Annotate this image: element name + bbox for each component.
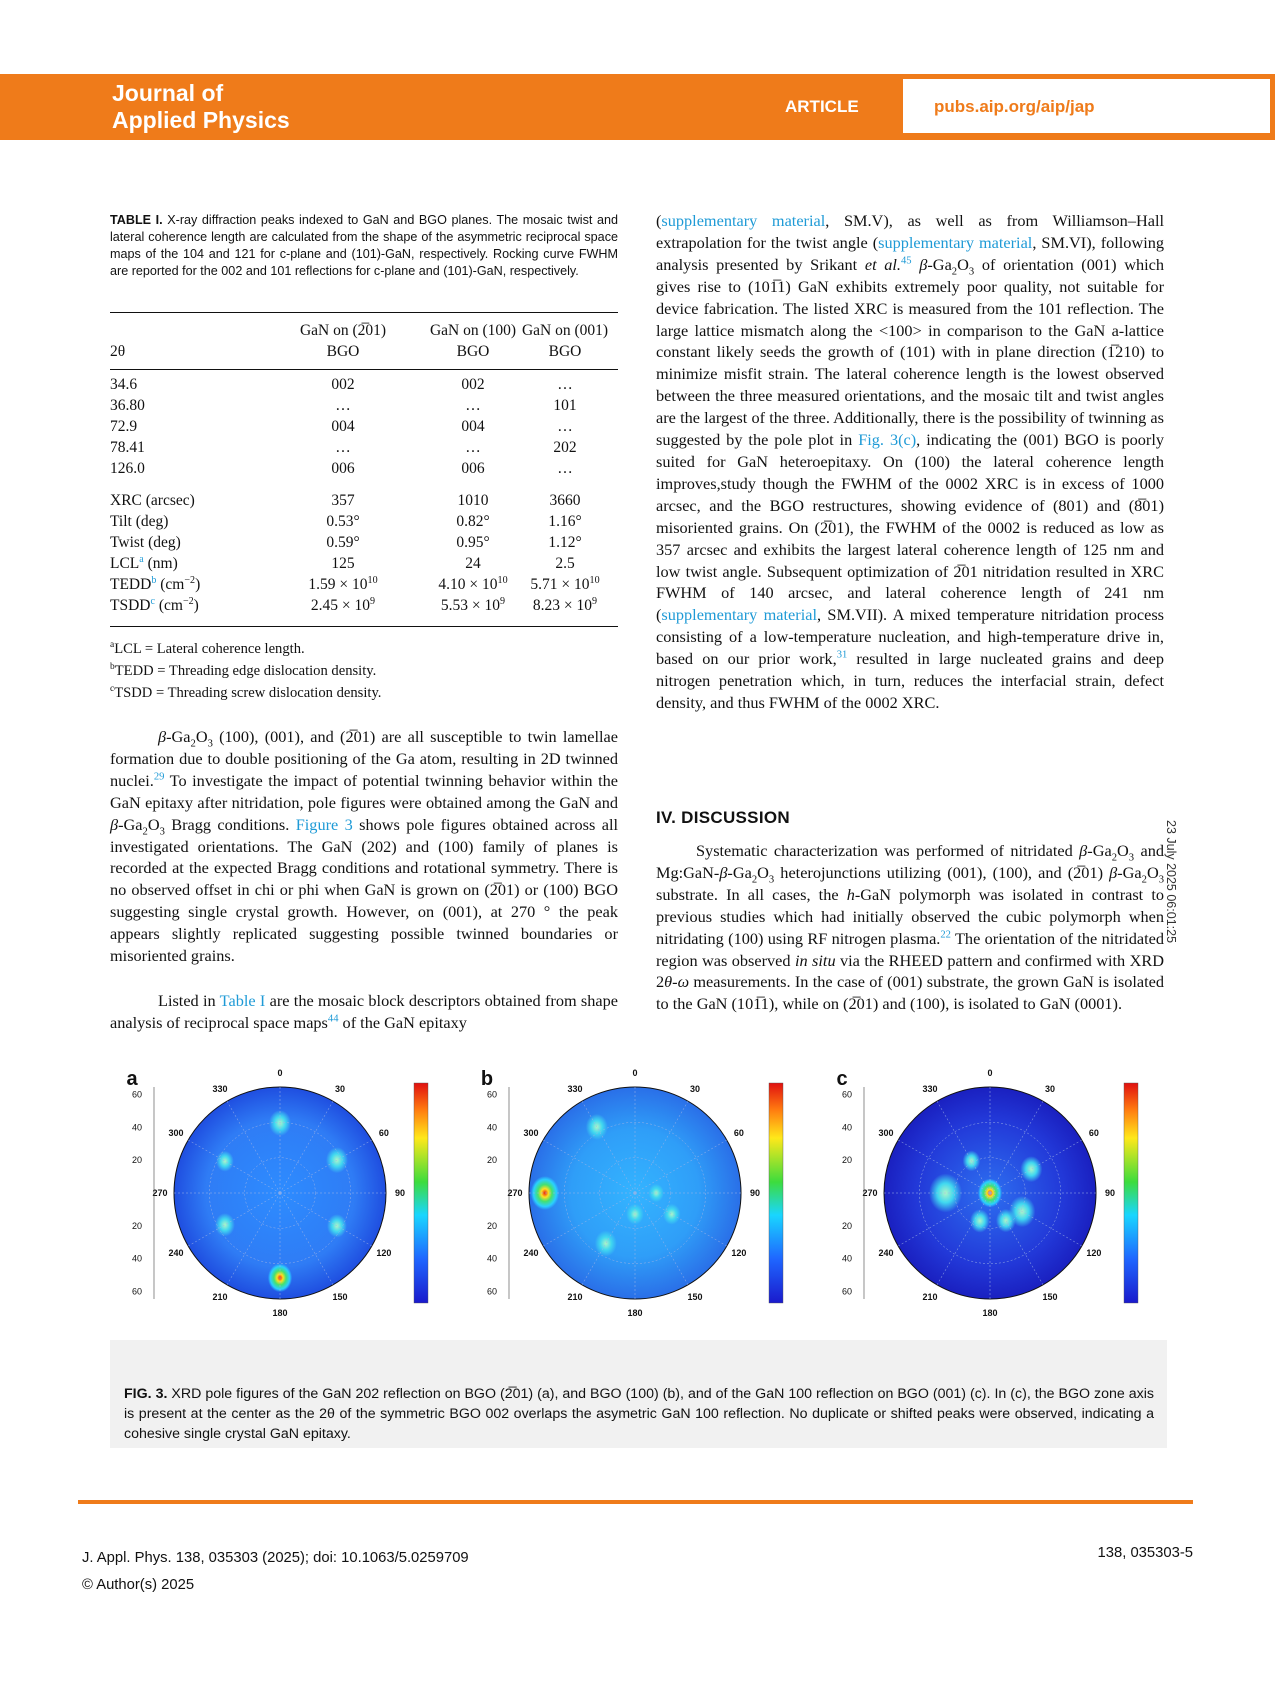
table-bottom-rule <box>110 626 618 627</box>
intensity-peak <box>996 1209 1016 1232</box>
table-top-rule <box>110 312 618 313</box>
table-property-rows <box>110 490 618 616</box>
table-cell: 0.59° <box>326 534 360 551</box>
table-label: TABLE I. <box>110 213 163 227</box>
angle-label: 120 <box>731 1248 747 1258</box>
table-cell: 002 <box>461 376 485 393</box>
table-cell: 004 <box>461 418 485 435</box>
table-cell: 1010 <box>457 492 489 509</box>
angle-label: 60 <box>1088 1128 1099 1138</box>
panel-letter: c <box>836 1068 848 1090</box>
table-cell: $2.45 \times 10^9$ <box>310 595 376 614</box>
row-label: 78.41 <box>110 439 145 456</box>
intensity-peak <box>215 1213 235 1236</box>
journal-title-line2: Applied Physics <box>112 107 290 133</box>
radial-tick-label: 40 <box>841 1122 852 1133</box>
intensity-peak <box>663 1204 681 1225</box>
col3-head-l1: GaN on (001) <box>521 322 609 339</box>
radial-tick-label: 40 <box>486 1253 497 1264</box>
angle-label: 270 <box>862 1188 878 1198</box>
table-cell: 1.16° <box>548 513 582 530</box>
row-label: 72.9 <box>110 418 138 435</box>
col3-head-l2: BGO <box>548 343 582 360</box>
pole-figure-panel <box>126 1068 428 1318</box>
table-cell: 202 <box>553 439 577 456</box>
angle-label: 180 <box>272 1308 288 1318</box>
table-cell: … <box>557 418 573 435</box>
col2-head-l2: BGO <box>456 343 490 360</box>
angle-label: 300 <box>168 1128 184 1138</box>
angle-label: 240 <box>523 1248 539 1258</box>
radial-tick-label: 20 <box>486 1220 497 1231</box>
footer-rule <box>78 1500 1193 1504</box>
angle-label: 180 <box>627 1308 643 1318</box>
radial-tick-label: 20 <box>131 1220 142 1231</box>
table-header <box>110 320 618 362</box>
table-cell: 002 <box>331 376 355 393</box>
table-cell: 0.53° <box>326 513 360 530</box>
radial-tick-label: 60 <box>841 1089 852 1100</box>
supp-link-3[interactable]: supplementary material <box>661 605 817 625</box>
radial-tick-label: 40 <box>841 1253 852 1264</box>
pole-figures <box>110 1068 1170 1338</box>
figure3-link[interactable]: Figure 3 <box>295 814 353 834</box>
radial-tick-label: 60 <box>486 1286 497 1297</box>
table-peak-rows <box>110 374 618 479</box>
radial-tick-label: 20 <box>841 1155 852 1166</box>
intensity-peak <box>216 1151 234 1172</box>
radial-tick-label: 60 <box>131 1089 142 1100</box>
angle-label: 90 <box>1104 1188 1116 1198</box>
radial-tick-label: 40 <box>131 1253 142 1264</box>
right-paragraph-2: Systematic characterization was performed of nitridated $\beta-Ga_2O_3$ and $Mg:GaN-\beta-Ga_2O_3$ heterojunctions utilizing (001), (100), and (2̅01) $\beta-Ga_2O_3$ substrate. In all cases, the h-GaN polymorph was isolated in contrast to previous studies which had initially observed the cubic polymorph when nitridating (100) using RF nitrogen plasma.$^{22}$ The orientation of the nitridated region was observed in situ via the RHEED pattern and confirmed with XRD 2θ-ω measurements. In the case of (001) substrate, the grown GaN is isolated to the GaN (101̅1), while on (2̅01) and (100), is isolated to GaN (0001). <box>656 841 1165 1014</box>
table-cell: 0.82° <box>456 513 490 530</box>
table-row <box>110 574 618 595</box>
angle-label: 60 <box>733 1128 744 1138</box>
footer-citation-block <box>82 1545 469 1599</box>
supp-link-1[interactable]: supplementary material <box>661 211 826 230</box>
table-cell: 006 <box>331 460 355 477</box>
angle-label: 120 <box>1086 1248 1102 1258</box>
table-row <box>110 553 618 574</box>
table-cell: 1.12° <box>548 534 582 551</box>
radial-tick-label: 40 <box>131 1122 142 1133</box>
table-row <box>110 511 618 532</box>
angle-label: 330 <box>922 1084 938 1095</box>
radial-tick-label: 60 <box>841 1286 852 1297</box>
section-heading-discussion: IV. DISCUSSION <box>656 808 790 827</box>
table-cell: … <box>465 397 481 414</box>
col1-head-l2: BGO <box>326 343 360 360</box>
row-label: TSDD$^c$ $(cm^{-2})$ <box>110 595 199 614</box>
col0-head: 2θ <box>110 343 126 360</box>
table-row <box>110 490 618 511</box>
panel-letter: a <box>126 1068 138 1090</box>
angle-label: 90 <box>749 1188 761 1198</box>
table-cell: … <box>335 397 351 414</box>
angle-label: 330 <box>567 1084 583 1095</box>
table-header-rule <box>110 369 618 370</box>
angle-label: 0 <box>987 1068 993 1078</box>
table-row <box>110 595 618 616</box>
left-paragraph-1: $\beta-Ga_2O_3$ (100), (001), and (2̅01) are all susceptible to twin lamellae formation due to double positioning of the Ga atom, resulting in 2D twinned nuclei.$^{29}$ To investigate the impact of potential twinning behavior within the GaN epitaxy after nitridation, pole figures were obtained among the GaN and $\beta-Ga_2O_3$ Bragg conditions. Figure 3 shows pole figures obtained across all investigated orientations. The GaN (202) and (100) family of planes is recorded at the expected Bragg conditions and rotational symmetry. There is no observed offset in chi or phi when GaN is grown on (2̅01) or (100) BGO suggesting single crystal growth. However, on (001), at 270 ° the peak appears slightly replicated suggesting possible twinned boundaries or misoriented grains. <box>110 727 619 966</box>
angle-label: 150 <box>1042 1291 1058 1302</box>
row-label: 34.6 <box>110 376 138 393</box>
intensity-peak <box>1020 1156 1042 1182</box>
table-cell: 357 <box>331 492 355 509</box>
table-cell: $1.59 \times 10^{10}$ <box>308 574 378 593</box>
footer-page-number: 138, 035303-5 <box>1097 1545 1193 1561</box>
figure-caption-text: XRD pole figures of the GaN 202 reflection on BGO (2̅01) (a), and BGO (100) (b), and of the GaN 100 reflection on BGO (001) (c). In (c), the BGO zone axis is present at the center as the 2θ of the symmetric BGO 002 overlaps the asymetric GaN 100 reflection. No duplicate or shifted peaks were observed, indicating a cohesive single crystal GaN epitaxy. <box>124 1386 1155 1442</box>
angle-label: 300 <box>878 1128 894 1138</box>
angle-label: 240 <box>168 1248 184 1258</box>
colorbar <box>414 1083 428 1303</box>
panel-letter: b <box>480 1068 494 1090</box>
table-row <box>110 532 618 553</box>
article-type-label: ARTICLE <box>785 97 859 116</box>
table-cell: 2.5 <box>555 555 575 572</box>
angle-label: 210 <box>922 1291 938 1302</box>
table-row <box>110 437 618 458</box>
left-paragraph-2: Listed in Table I are the mosaic block descriptors obtained from shape analysis of reciprocal space maps$^{44}$ of the GaN epitaxy <box>110 991 618 1032</box>
angle-label: 180 <box>982 1308 998 1318</box>
angle-label: 240 <box>878 1248 894 1258</box>
journal-url-link[interactable]: pubs.aip.org/aip/jap <box>934 97 1095 116</box>
journal-title-line1: Journal of <box>112 80 224 106</box>
table-cell: $5.53 \times 10^9$ <box>440 595 506 614</box>
table-cell: 0.95° <box>456 534 490 551</box>
table-cell: 24 <box>465 555 481 572</box>
row-label: LCL$^a$ (nm) <box>110 553 178 572</box>
radial-tick-label: 20 <box>131 1155 142 1166</box>
col2-head-l1: GaN on (100) <box>429 322 517 339</box>
table-cell: … <box>557 376 573 393</box>
row-label: TEDD$^b$ $(cm^{-2})$ <box>110 574 201 593</box>
right-paragraph-1: (supplementary material, SM.V), as well as from Williamson–Hall extrapolation for the twist angle (supplementary material, SM.VI), following analysis presented by Srikant et al.$^{45}$ $\beta-Ga_2O_3$ of orientation (001) which gives rise to (101̅1) GaN exhibits extremely poor quality, not suitable for device fabrication. The listed XRC is measured from the 101 reflection. The large lattice mismatch along the <100> in comparison to the GaN a-lattice constant likely seeds the growth of (101) with in plane direction (1̅210) to minimize misfit strain. The lateral coherence length is the lowest observed between the three measured orientations, and the mosaic tilt and twist angles are the largest of the three. Additionally, there is the possibility of twinning as suggested by the pole plot in Fig. 3(c), indicating the (001) BGO is poorly suited for GaN heteroepitaxy. On (100) the lateral coherence length improves,study though the FWHM of the 0002 XRC is in excess of 1000 arcsec, and the BGO restructures, showing evidence of (801) and (8̅01) misoriented grains. On (2̅01), the FWHM of the 0002 is reduced as low as 357 arcsec and exhibits the largest lateral coherence length of 125 nm and low twist angle. Subsequent optimization of 2̅01 nitridation resulted in XRC FWHM of 140 arcsec, and lateral coherence length of 241 nm (supplementary material, SM.VII). A mixed temperature nitridation process consisting of a low-temperature nucleation, and high-temperature drive in, based on our prior work,$^{31}$ resulted in large nucleated grains and deep nitrogen penetration which, in turn, reduces the interfacial strain, defect density, and thus FWHM of the 0002 XRC. <box>656 211 1165 712</box>
journal-title[interactable] <box>112 80 290 134</box>
angle-label: 0 <box>632 1068 638 1078</box>
angle-label: 120 <box>376 1248 392 1258</box>
angle-label: 210 <box>212 1291 228 1302</box>
angle-label: 150 <box>332 1291 348 1302</box>
col1-head-l1: GaN on (2̅01) <box>299 322 387 339</box>
table-row <box>110 416 618 437</box>
table-cell: $4.10 \times 10^{10}$ <box>438 574 508 593</box>
angle-label: 150 <box>687 1291 703 1302</box>
radial-tick-label: 60 <box>131 1286 142 1297</box>
table-cell: 004 <box>331 418 355 435</box>
table-cell: $5.71 \times 10^{10}$ <box>530 574 600 593</box>
angle-label: 30 <box>334 1084 346 1095</box>
table-cell: … <box>465 439 481 456</box>
angle-label: 30 <box>1044 1084 1056 1095</box>
angle-label: 90 <box>394 1188 406 1198</box>
table-cell: … <box>557 460 573 477</box>
table-cell: … <box>335 439 351 456</box>
footnote-b: $^b$TEDD = Threading edge dislocation density. <box>110 662 377 679</box>
table-cell: 125 <box>331 555 355 572</box>
pole-figure-panel <box>836 1068 1138 1318</box>
angle-label: 0 <box>277 1068 283 1078</box>
row-label: Tilt (deg) <box>110 513 169 530</box>
figure-label: FIG. 3. <box>124 1386 168 1402</box>
footnote-c: $^c$TSDD = Threading screw dislocation density. <box>110 684 382 701</box>
angle-label: 30 <box>689 1084 701 1095</box>
radial-tick-label: 40 <box>486 1122 497 1133</box>
table-caption-text: X-ray diffraction peaks indexed to GaN and BGO planes. The mosaic twist and lateral coherence length are calculated from the shape of the asymmetric reciprocal space maps of the 104 and 121 for c-plane and (101)-GaN, respectively. Rocking curve FWHM are reported for the 002 and 101 reflections for c-plane and (101)-GaN, respectively. <box>110 213 618 278</box>
radial-tick-label: 60 <box>486 1089 497 1100</box>
colorbar <box>1124 1083 1138 1303</box>
intensity-peak <box>970 1209 990 1232</box>
pole-figure-panel <box>481 1068 783 1318</box>
table-row <box>110 395 618 416</box>
footer-citation[interactable]: J. Appl. Phys. 138, 035303 (2025); doi: 10.1063/5.0259709 <box>82 1550 469 1566</box>
table-cell: 3660 <box>549 492 581 509</box>
intensity-peak <box>595 1230 617 1256</box>
table1-link[interactable]: Table I <box>219 991 266 1010</box>
radial-tick-label: 20 <box>841 1220 852 1231</box>
angle-label: 60 <box>378 1128 389 1138</box>
table-caption <box>110 212 618 280</box>
row-label: Twist (deg) <box>110 534 181 551</box>
angle-label: 300 <box>523 1128 539 1138</box>
angle-label: 210 <box>567 1291 583 1302</box>
row-label: XRC (arcsec) <box>110 492 195 509</box>
table-cell: $8.23 \times 10^9$ <box>532 595 598 614</box>
angle-label: 270 <box>507 1188 523 1198</box>
row-label: 126.0 <box>110 460 145 477</box>
angle-label: 270 <box>152 1188 168 1198</box>
colorbar <box>769 1083 783 1303</box>
footnote-a: $^a$LCL = Lateral coherence length. <box>110 640 305 657</box>
table-cell: 101 <box>553 397 577 414</box>
radial-tick-label: 20 <box>486 1155 497 1166</box>
table-cell: 006 <box>461 460 485 477</box>
fig3c-link[interactable]: Fig. 3(c) <box>858 430 917 450</box>
supp-link-2[interactable]: supplementary material <box>878 232 1033 252</box>
download-timestamp: 23 July 2025 06:01:25 <box>1164 820 1178 944</box>
table-row <box>110 458 618 479</box>
table-row <box>110 374 618 395</box>
angle-label: 330 <box>212 1084 228 1095</box>
footer-copyright: © Author(s) 2025 <box>82 1577 195 1593</box>
table-footnotes <box>110 638 381 704</box>
figure-caption <box>124 1384 1154 1444</box>
row-label: 36.80 <box>110 397 145 414</box>
